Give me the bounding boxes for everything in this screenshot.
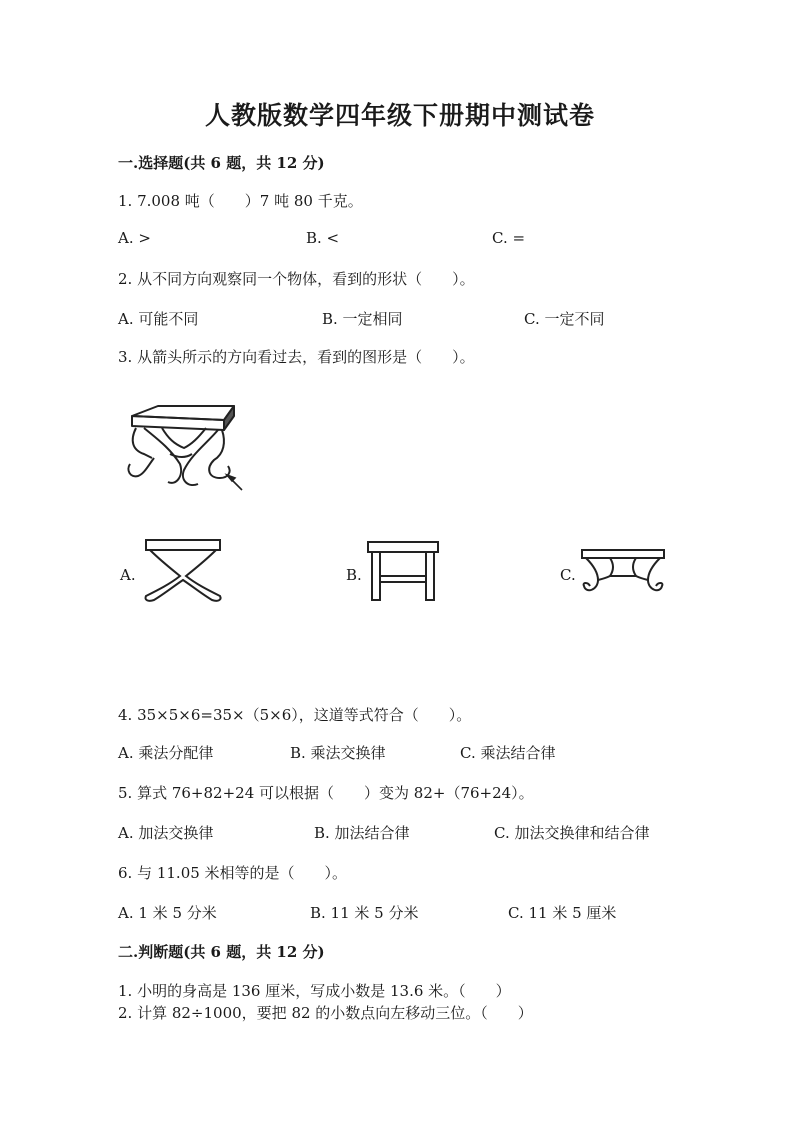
q5-option-b: B. 加法结合律 — [314, 824, 410, 842]
q4-option-b: B. 乘法交换律 — [290, 744, 386, 762]
q6-option-a: A. 1 米 5 分米 — [118, 904, 217, 922]
judgement-question-1: 1. 小明的身高是 136 厘米，写成小数是 13.6 米。（ ） — [118, 982, 511, 1000]
q6-option-b: B. 11 米 5 分米 — [310, 904, 419, 922]
question-6: 6. 与 11.05 米相等的是（ ）。 — [118, 864, 348, 882]
question-5: 5. 算式 76+82+24 可以根据（ ）变为 82+（76+24）。 — [118, 784, 534, 802]
q3-option-b: B. — [346, 566, 362, 584]
q6-option-c: C. 11 米 5 厘米 — [508, 904, 617, 922]
q3-option-a: A. — [120, 566, 136, 584]
q2-option-b: B. 一定相同 — [322, 310, 403, 328]
q5-option-a: A. 加法交换律 — [118, 824, 214, 842]
section-heading-choice: 一.选择题(共 6 题，共 12 分) — [118, 154, 325, 172]
stool-figure — [122, 398, 252, 498]
page-title: 人教版数学四年级下册期中测试卷 — [204, 101, 595, 130]
question-1: 1. 7.008 吨（ ）7 吨 80 千克。 — [118, 192, 363, 210]
section-heading-judgement: 二.判断题(共 6 题，共 12 分) — [118, 943, 325, 961]
q2-option-c: C. 一定不同 — [524, 310, 605, 328]
option-c-figure — [580, 548, 666, 604]
q4-option-c: C. 乘法结合律 — [460, 744, 556, 762]
question-4: 4. 35×5×6=35×（5×6），这道等式符合（ ）。 — [118, 706, 472, 724]
q5-option-c: C. 加法交换律和结合律 — [494, 824, 650, 842]
option-b-figure — [366, 540, 440, 604]
q4-option-a: A. 乘法分配律 — [118, 744, 214, 762]
q2-option-a: A. 可能不同 — [118, 310, 199, 328]
option-a-figure — [140, 538, 226, 604]
question-3: 3. 从箭头所示的方向看过去，看到的图形是（ ）。 — [118, 348, 475, 366]
judgement-question-2: 2. 计算 82÷1000，要把 82 的小数点向左移动三位。（ ） — [118, 1004, 533, 1022]
q3-option-c: C. — [560, 566, 576, 584]
q1-option-c: C. = — [492, 229, 526, 247]
q1-option-b: B. < — [306, 229, 340, 247]
q1-option-a: A. > — [118, 229, 151, 247]
question-2: 2. 从不同方向观察同一个物体，看到的形状（ ）。 — [118, 270, 475, 288]
